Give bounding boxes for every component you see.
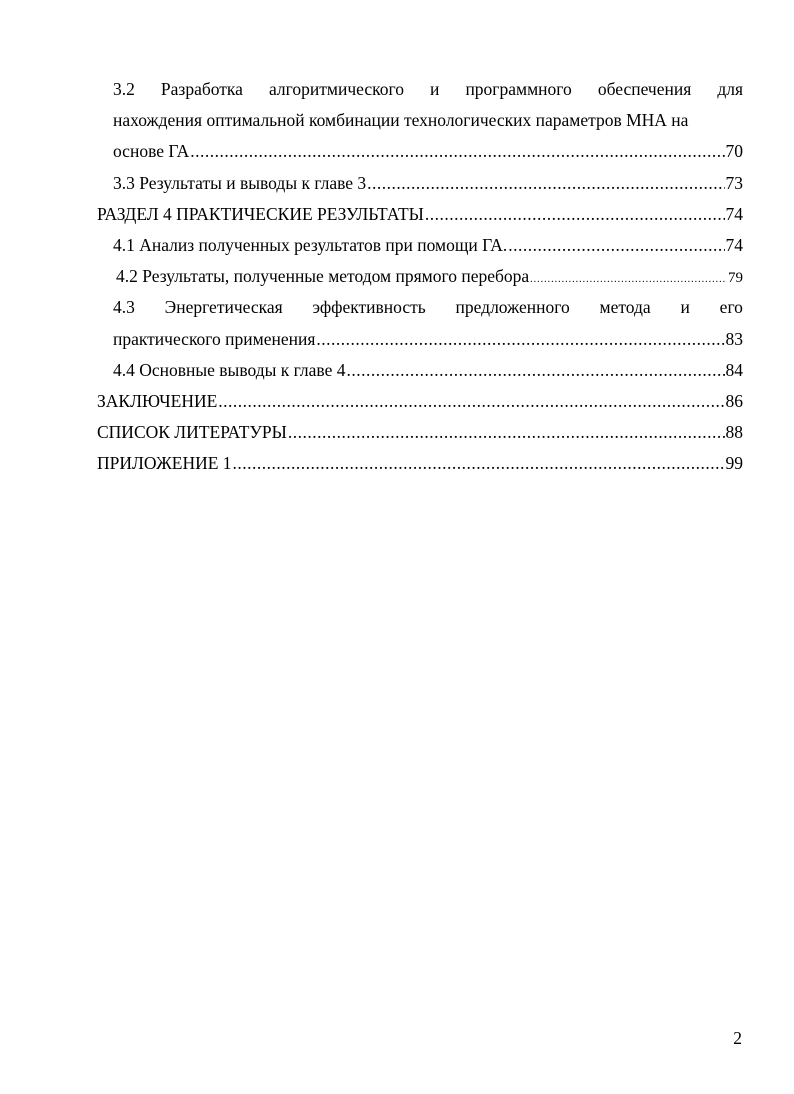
dot-leader bbox=[316, 324, 724, 355]
toc-word: обеспечения bbox=[597, 79, 692, 99]
toc-word: и bbox=[430, 79, 440, 99]
dot-leader bbox=[233, 448, 725, 479]
toc-page-number: 74 bbox=[725, 203, 743, 224]
toc-section-title: ЗАКЛЮЧЕНИЕ bbox=[97, 390, 218, 411]
toc-entry-text: основе ГА bbox=[113, 141, 190, 162]
toc-section-title: ПРИЛОЖЕНИЕ 1 bbox=[97, 453, 232, 474]
toc-word: 4.3 bbox=[113, 297, 135, 318]
toc-section-4[interactable] bbox=[97, 199, 743, 230]
toc-page-number: 88 bbox=[725, 422, 743, 443]
toc-entry-title: 3.3 Результаты и выводы к главе 3 bbox=[113, 172, 367, 193]
toc-entry-title: 4.1 Анализ полученных результатов при помощи ГА. bbox=[113, 234, 508, 255]
toc-word: 3.2 bbox=[113, 79, 135, 99]
toc-word: программного bbox=[465, 79, 572, 99]
toc-page-number: 83 bbox=[725, 328, 743, 349]
table-of-contents bbox=[97, 74, 743, 479]
toc-word: Разработка bbox=[160, 79, 243, 99]
toc-section-title: РАЗДЕЛ 4 ПРАКТИЧЕСКИЕ РЕЗУЛЬТАТЫ bbox=[97, 203, 424, 224]
toc-page-number: 79 bbox=[728, 270, 743, 287]
toc-entry-3-2-line-3 bbox=[97, 136, 743, 167]
toc-references[interactable] bbox=[97, 417, 743, 448]
page-number: 2 bbox=[733, 1028, 742, 1048]
toc-entry-3-3[interactable] bbox=[97, 168, 743, 199]
toc-entry-4-4[interactable] bbox=[97, 355, 743, 386]
toc-entry-4-3-line-2 bbox=[97, 324, 743, 355]
toc-page-number: 74 bbox=[725, 234, 743, 255]
toc-word: его bbox=[719, 297, 743, 318]
dot-leader bbox=[288, 417, 725, 448]
toc-entry-3-2-line-2 bbox=[97, 105, 743, 136]
toc-entry-4-3[interactable] bbox=[97, 292, 743, 323]
toc-entry-3-2[interactable] bbox=[97, 74, 743, 105]
toc-entry-title: 4.4 Основные выводы к главе 4 bbox=[113, 359, 346, 380]
toc-entry-4-2[interactable] bbox=[97, 261, 743, 292]
toc-entry-text: нахождения оптимальной комбинации технологических параметров МНА на bbox=[113, 110, 689, 131]
dot-leader bbox=[367, 168, 724, 199]
dot-leader bbox=[218, 386, 724, 417]
toc-appendix[interactable] bbox=[97, 448, 743, 479]
dot-leader bbox=[190, 136, 724, 167]
toc-word: Энергетическая bbox=[164, 297, 283, 318]
toc-entry-4-3-line-1 bbox=[113, 292, 743, 323]
toc-entry-title: 4.2 Результаты, полученные методом прямого перебора bbox=[116, 266, 530, 287]
toc-section-title: СПИСОК ЛИТЕРАТУРЫ bbox=[97, 422, 287, 443]
toc-word: алгоритмического bbox=[268, 79, 404, 99]
toc-entry-3-2-line-1 bbox=[113, 74, 743, 105]
toc-word: метода bbox=[599, 297, 651, 318]
toc-word: для bbox=[717, 79, 743, 99]
toc-word: эффективность bbox=[312, 297, 426, 318]
dot-leader bbox=[530, 264, 727, 295]
toc-entry-4-1[interactable] bbox=[97, 230, 743, 261]
toc-page-number: 99 bbox=[725, 453, 743, 474]
dot-leader bbox=[346, 355, 724, 386]
toc-word: предложенного bbox=[455, 297, 570, 318]
toc-conclusion[interactable] bbox=[97, 386, 743, 417]
toc-page-number: 73 bbox=[725, 172, 743, 193]
toc-page-number: 70 bbox=[725, 141, 743, 162]
toc-page-number: 86 bbox=[725, 390, 743, 411]
toc-word: и bbox=[680, 297, 690, 318]
toc-entry-text: практического применения bbox=[113, 328, 316, 349]
toc-page-number: 84 bbox=[725, 359, 743, 380]
dot-leader bbox=[508, 230, 724, 261]
dot-leader bbox=[425, 199, 725, 230]
